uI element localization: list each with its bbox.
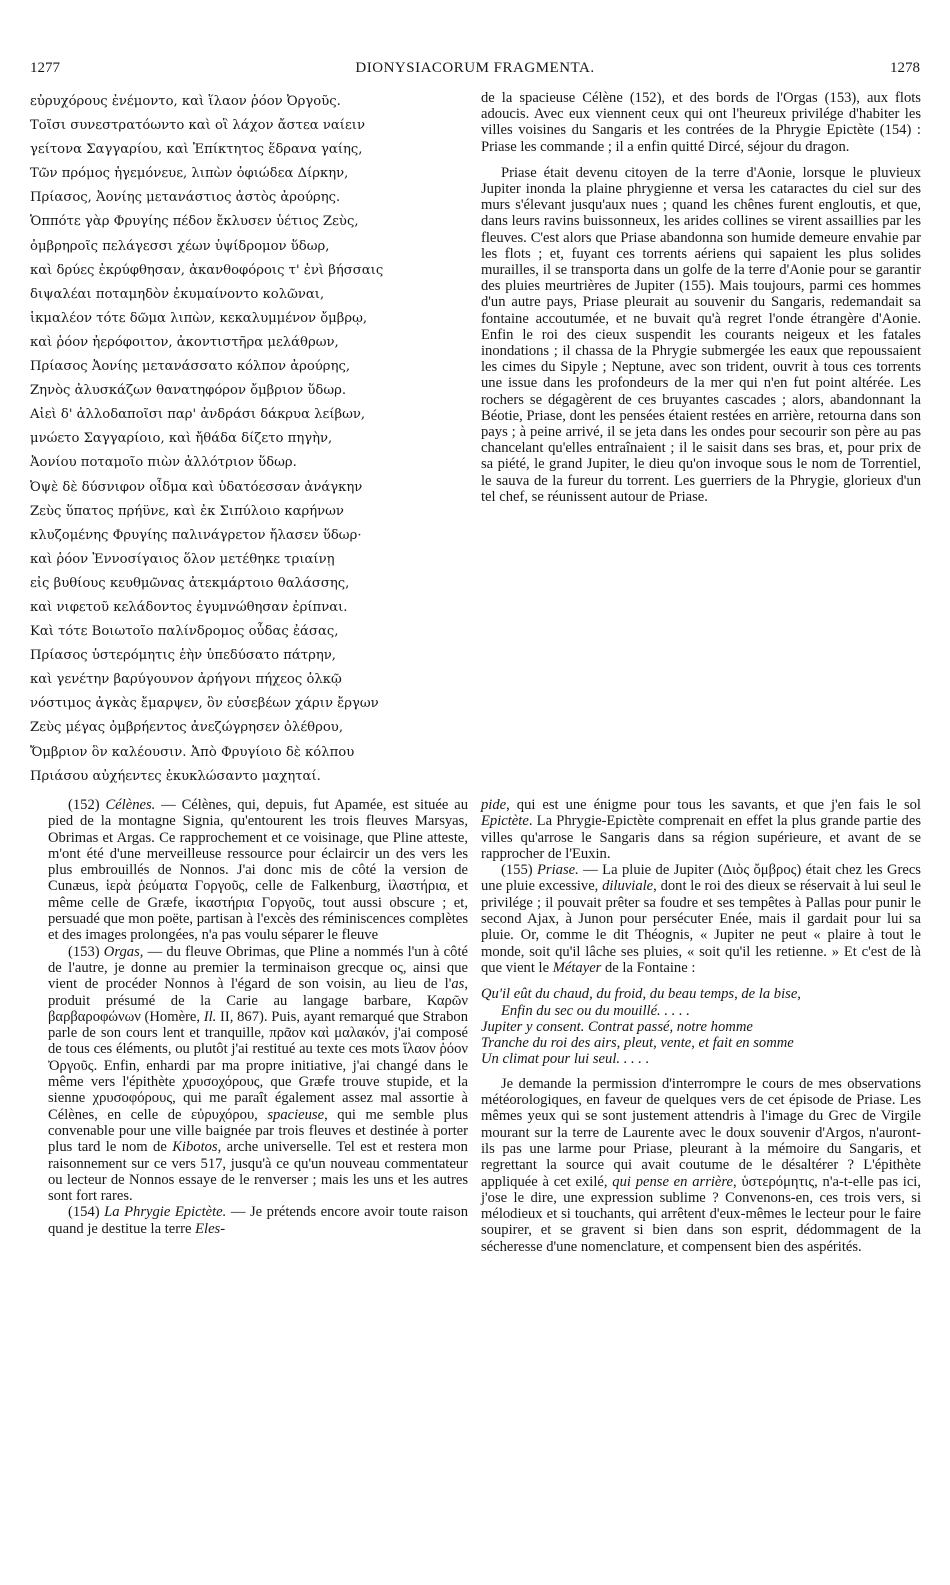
running-header [30,60,920,82]
note-text: — La pluie de Jupiter (Διὸς ὄμβρος) était chez les Grecs une pluie excessive, [481,862,921,895]
greek-verse-line: εἰς βυθίους κευθμῶνας ἀτεκμάρτοιο θαλάσσης, [30,575,350,591]
greek-verse-line: Ὀψὲ δὲ δύσνιφον οἶδμα καὶ ὑδατόεσσαν ἀνάγκην [30,479,363,495]
translation-paragraph: Priase était devenu citoyen de la terre d'Aonie, lorsque le pluvieux Jupiter inonda la plaine phrygienne et versa les cataractes du ciel sur des murs s'élevant jusqu'aux nues ; quand les chênes furent engloutis, et que, dans leurs ravins buissonneux, les arides collines se virent assaillies par les fleuves. C'est alors que Priase abandonna son humide demeure envahie par les flots ; et, fuyant ces torrents aériens qui sapaient les plus solides murailles, il se transporta dans un golfe de la terre d'Aonie pour se garantir des pluies meurtrières de Jupiter (155). Mais toujours, parmi ces hommes d'un autre pays, Priase pleurait au souvenir du Sangaris, redemandait sa fontaine accoutumée, et ne buvait qu'à regret l'onde étrangère d'Aonie. Enfin le roi des cieux suspendit les courants neigeux et les fatales inondations ; il chassa de la Phrygie submergée les eaux que repoussaient les cimes du Sipyle ; Neptune, avec son trident, ouvrit à tous ces torrents une issue dans les profondeurs de la mer qui n'en fut point altérée. Les rochers se dégagèrent de ces bruyantes cascades ; alors, abandonnant la Béotie, Priase, dont les pensées étaient restées en arrière, retourna dans son pays ; à peine arrivé, il se jeta dans les ondes pour secourir son père au pas chancelant qu'elles entraînaient ; il le saisit dans ses bras, et, pour prix de sa piété, le grand Jupiter, le dieu qu'on invoque sous le nom de Torrentiel, le sauva de la fureur du torrent. Les guerriers de la Phrygie, glorieux d'un tel chef, se réunissent autour de Priase. [481,164,921,505]
note-153 [48,944,468,1205]
closing-paragraph [481,1076,921,1255]
note-italic: Métayer [552,959,602,976]
note-italic: Kibotos [172,1139,218,1156]
greek-verse-line: Πρίασος ὑστερόμητις ἑὴν ὑπεδύσατο πάτρην, [30,648,336,664]
greek-verse-line: καὶ γενέτην βαρύγουνον ἀρήγονι πήχεος ὁλκῷ [30,672,342,688]
greek-verse-line: Ζεὺς ὕπατος πρήϋνε, καὶ ἐκ Σιπύλοιο καρήνων [30,503,344,519]
note-154-continued [481,797,921,862]
greek-verse-line: ἱκμαλέον τότε δῶμα λιπὼν, κεκαλυμμένον ὄμβρῳ, [30,310,368,326]
poem-line: Qu'il eût du chaud, du froid, du beau temps, de la bise, [481,986,801,1003]
greek-verse-line: Ὁππότε γὰρ Φρυγίης πέδον ἔκλυσεν ὑέτιος Ζεὺς, [30,214,359,230]
note-italic: Il. [203,1008,217,1025]
note-text: , qui me semble plus convenable pour une ville baignée par trois fleuves et destinée à porter plus tard le nom de [48,1106,468,1156]
greek-verse-line: Ἀονίου ποταμοῖο πιὼν ἀλλότριον ὕδωρ. [30,455,297,471]
note-text: — Je prétends encore avoir toute raison quand je destitue la terre [48,1204,468,1237]
note-term: La Phrygie Epictète. [104,1204,227,1221]
greek-verse-line: μνώετο Σαγγαρίοιο, καὶ ἤθάδα δίζετο πηγὴν, [30,431,333,447]
greek-verse-line: κλυζομένης Φρυγίης παλινάγρετον ἤλασεν ὕδωρ· [30,527,362,543]
note-text: , dont le roi des dieux se réservait à lui seul le privilége ; il pouvait prêter sa foudre et ses tempêtes à Pallas pour punir le second Ajax, à Junon pour persécuter Enée, mais il gardait pour lui sa pluie. Or, comme le dit Théognis, « Jupiter ne peut « plaire à tout le monde, soit qu'il lâche ses pluies, « soit qu'il les retienne. » Et c'est de là que vient le [481,878,922,976]
note-text: de la Fontaine : [601,959,696,976]
greek-verse-line: Ζεὺς μέγας ὀμβρήεντος ἀνεζώγρησεν ὀλέθρου, [30,720,344,736]
greek-verse-line: Πριάσου αὐχήεντες ἐκυκλώσαντο μαχηταί. [30,768,321,784]
translation-paragraph: de la spacieuse Célène (152), et des bords de l'Orgas (153), aux flots adoucis. Avec eux viennent ceux qui ont l'heureux privilége d'habiter les villes voisines du Sangaris et les contrées de la Phrygie Epictète (154) : Priase les commande ; il a enfin quitté Dircé, séjour du dragon. [481,90,921,155]
greek-verse-line: διψαλέαι ποταμηδὸν ἐκυμαίνοντο κολῶναι, [30,286,325,302]
greek-verse-line: καὶ δρύες ἐκρύφθησαν, ἀκανθοφόροις τ' ἐνὶ βήσσαις [30,262,384,278]
note-italic: diluviale [602,878,654,895]
poem-line: Tranche du roi des airs, pleut, vente, et fait en somme [481,1035,794,1052]
greek-verse-line: Πρίασος Ἀονίης μετανάσσατο κόλπον ἀρούρης, [30,359,351,375]
poem-line: Enfin du sec ou du mouillé. . . . . [501,1002,690,1019]
note-number: (154) [68,1204,105,1221]
note-text: , produit présumé de la Carie au langage barbare, Καρῶν βαρβαροφώνων (Homère, [48,976,468,1025]
note-italic: Eles- [195,1220,226,1237]
greek-verses [30,90,450,789]
note-number: (152) [68,797,106,813]
greek-verse-line: εὐρυχόρους ἐνέμοντο, καὶ ἵλαον ῥόον Ὀργοῦς. [30,94,341,109]
greek-verse-line: Αἰεὶ δ' ἀλλοδαποῖσι παρ' ἀνδράσι δάκρυα λείβων, [30,407,366,423]
note-italic: qui pense en arrière [612,1173,734,1190]
note-text: . La Phrygie-Epictète comprenait en effet la plus grande partie des villes qu'arrose le Sangaris dans sa région supérieure, et avant de se rapprocher de l'Euxin. [481,813,921,862]
note-term: Célènes. [105,797,156,813]
poem-quote [481,986,921,1067]
note-text: , qui est une énigme pour tous les savants, et que j'en fais le sol [506,797,921,813]
left-page-number: 1277 [30,60,60,76]
note-152 [48,797,468,944]
note-number: (153) [68,943,104,960]
notes-right-column [481,797,921,1255]
note-italic: Epictète [481,813,529,830]
note-155 [481,862,921,976]
right-page-number: 1278 [890,60,920,76]
note-text: — Célènes, qui, depuis, fut Apamée, est située au pied de la montagne Signia, qu'entourent les trois fleuves Marsyas, Obrimas et Argas. Ce rapprochement et ce voisinage, que Pline atteste, m'ont été d'une merveilleuse ressource pour éclaircir un des vers les plus embrouillés de Nonnos. J'ai donc mis de côté la version de Cunæus, ἱερὰ ῥεύματα Γοργοῦς, celle de Falkenburg, ἱλαστήρια, et même celle de Græfe, ἱκαστήρια Γοργοῦς, tout aussi obscure ; et, persuadé que mon poëte, partisan à l'excès des réminiscences complètes et des images prolongées, n'a pas voulu séparer le fleuve [48,797,469,944]
note-text: — du fleuve Obrimas, que Pline a nommés l'un à côté de l'autre, je donne au premier la terminaison grecque ος, ainsi que vient de procéder Nonnos à l'égard de son voisin, au lieu de l' [48,943,468,993]
greek-verse-line: Ὄμβριον ὃν καλέουσιν. Ἀπὸ Φρυγίοιο δὲ κόλπου [30,744,355,760]
greek-verse-line: Τῶν πρόμος ἡγεμόνευε, λιπὼν ὀφιώδεα Δίρκην, [30,166,349,182]
greek-verse-line: καὶ ῥόον ἠερόφοιτον, ἀκοντιστῆρα μελάθρων, [30,334,339,350]
greek-verse-line: Τοῖσι συνεστρατόωντο καὶ οἳ λάχον ἄστεα ναίειν [30,118,365,134]
greek-verse-line: ὀμβρηροῖς πελάγεσσι χέων ὑψίδρομον ὕδωρ, [30,238,330,254]
greek-verse-line: γείτονα Σαγγαρίου, καὶ Ἐπίκτητος ἕδρανα γαίης, [30,142,363,158]
note-italic: spacieuse [267,1106,325,1123]
note-154 [48,1204,468,1237]
running-title: DIONYSIACORUM FRAGMENTA. [355,60,595,76]
greek-verse-line: καὶ νιφετοῦ κελάδοντος ἐγυμνώθησαν ἐρίπναι. [30,599,348,615]
notes-left-column [48,797,468,1237]
note-text: II, 867). Puis, ayant remarqué que Strabon parle de son cours lent et tranquille, πρᾶον καὶ μαλακόν, j'ai composé de tous ces éléments, ou plutôt j'ai restitué au texte ces mots ἵλαον ῥόον Ὀργοῦς. Enfin, enhardi par ma propre initiative, j'ai changé dans le même vers l'épithète χρυσοχόρους, que Græfe trouve stupide, et la sienne χρυσοφόρους, qui me paraît également assez mal assortie à Célènes, en celle de εὐρυχόρου, [48,1008,468,1123]
note-term: Orgas, [103,943,144,960]
note-text: Je demande la permission d'interrompre le cours de mes observations météorologiques, en faveur de quelques vers de cet épisode de Priase. Les mêmes yeux qui se sont justement attendris à l'image du Grec de Virgile mourant sur la terre de Laurente avec le doux souvenir d'Argos, n'auront-ils pas une larme pour Priase, pleurant à la mémoire du Sangaris, et regrettant la source qui avait coutume de le désaltérer ? L'épithète appliquée à cet exilé, [481,1075,921,1190]
greek-verse-line: Ζηνὸς ἀλυσκάζων θανατηφόρον ὄμβριον ὕδωρ. [30,383,347,399]
note-number: (155) [501,862,538,879]
greek-verse-line: νόστιμος ἀγκὰς ἔμαρψεν, ὃν εὐσεβέων χάριν ἔργων [30,696,379,712]
note-italic: as [451,976,465,993]
note-italic: pide [481,797,507,813]
note-term: Priase. [537,862,579,879]
greek-verse-line: Πρίασος, Ἀονίης μετανάστιος ἀστὸς ἀρούρης. [30,190,341,206]
french-translation [481,90,921,505]
note-text: , arche universelle. Tel est et restera mon raisonnement sur ce vers 517, jusqu'à ce qu'un nouveau commentateur ou lecteur de Nonnos essaye de le renverser ; mais les uns et les autres sont fort rares. [48,1139,468,1205]
greek-verse-line: Καὶ τότε Βοιωτοῖο παλίνδρομος οὖδας ἐάσας, [30,624,339,640]
greek-verse-line: καὶ ῥόον Ἐννοσίγαιος ὅλον μετέθηκε τριαίνῃ [30,551,335,567]
poem-line: Jupiter y consent. Contrat passé, notre homme [481,1018,753,1035]
note-text: , ὑστερόμητις, n'a-t-elle pas ici, j'ose le dire, une expression sublime ? Convenons-en, ces trois vers, si mélodieux et si touchants, qui arrêtent d'eux-mêmes le lecteur pour le faire soupirer, et se gravent si bien dans son esprit, dédommagent de la sécheresse d'une nomenclature, et compensent bien des aspérités. [481,1173,921,1255]
poem-line: Un climat pour lui seul. . . . . [481,1051,650,1068]
